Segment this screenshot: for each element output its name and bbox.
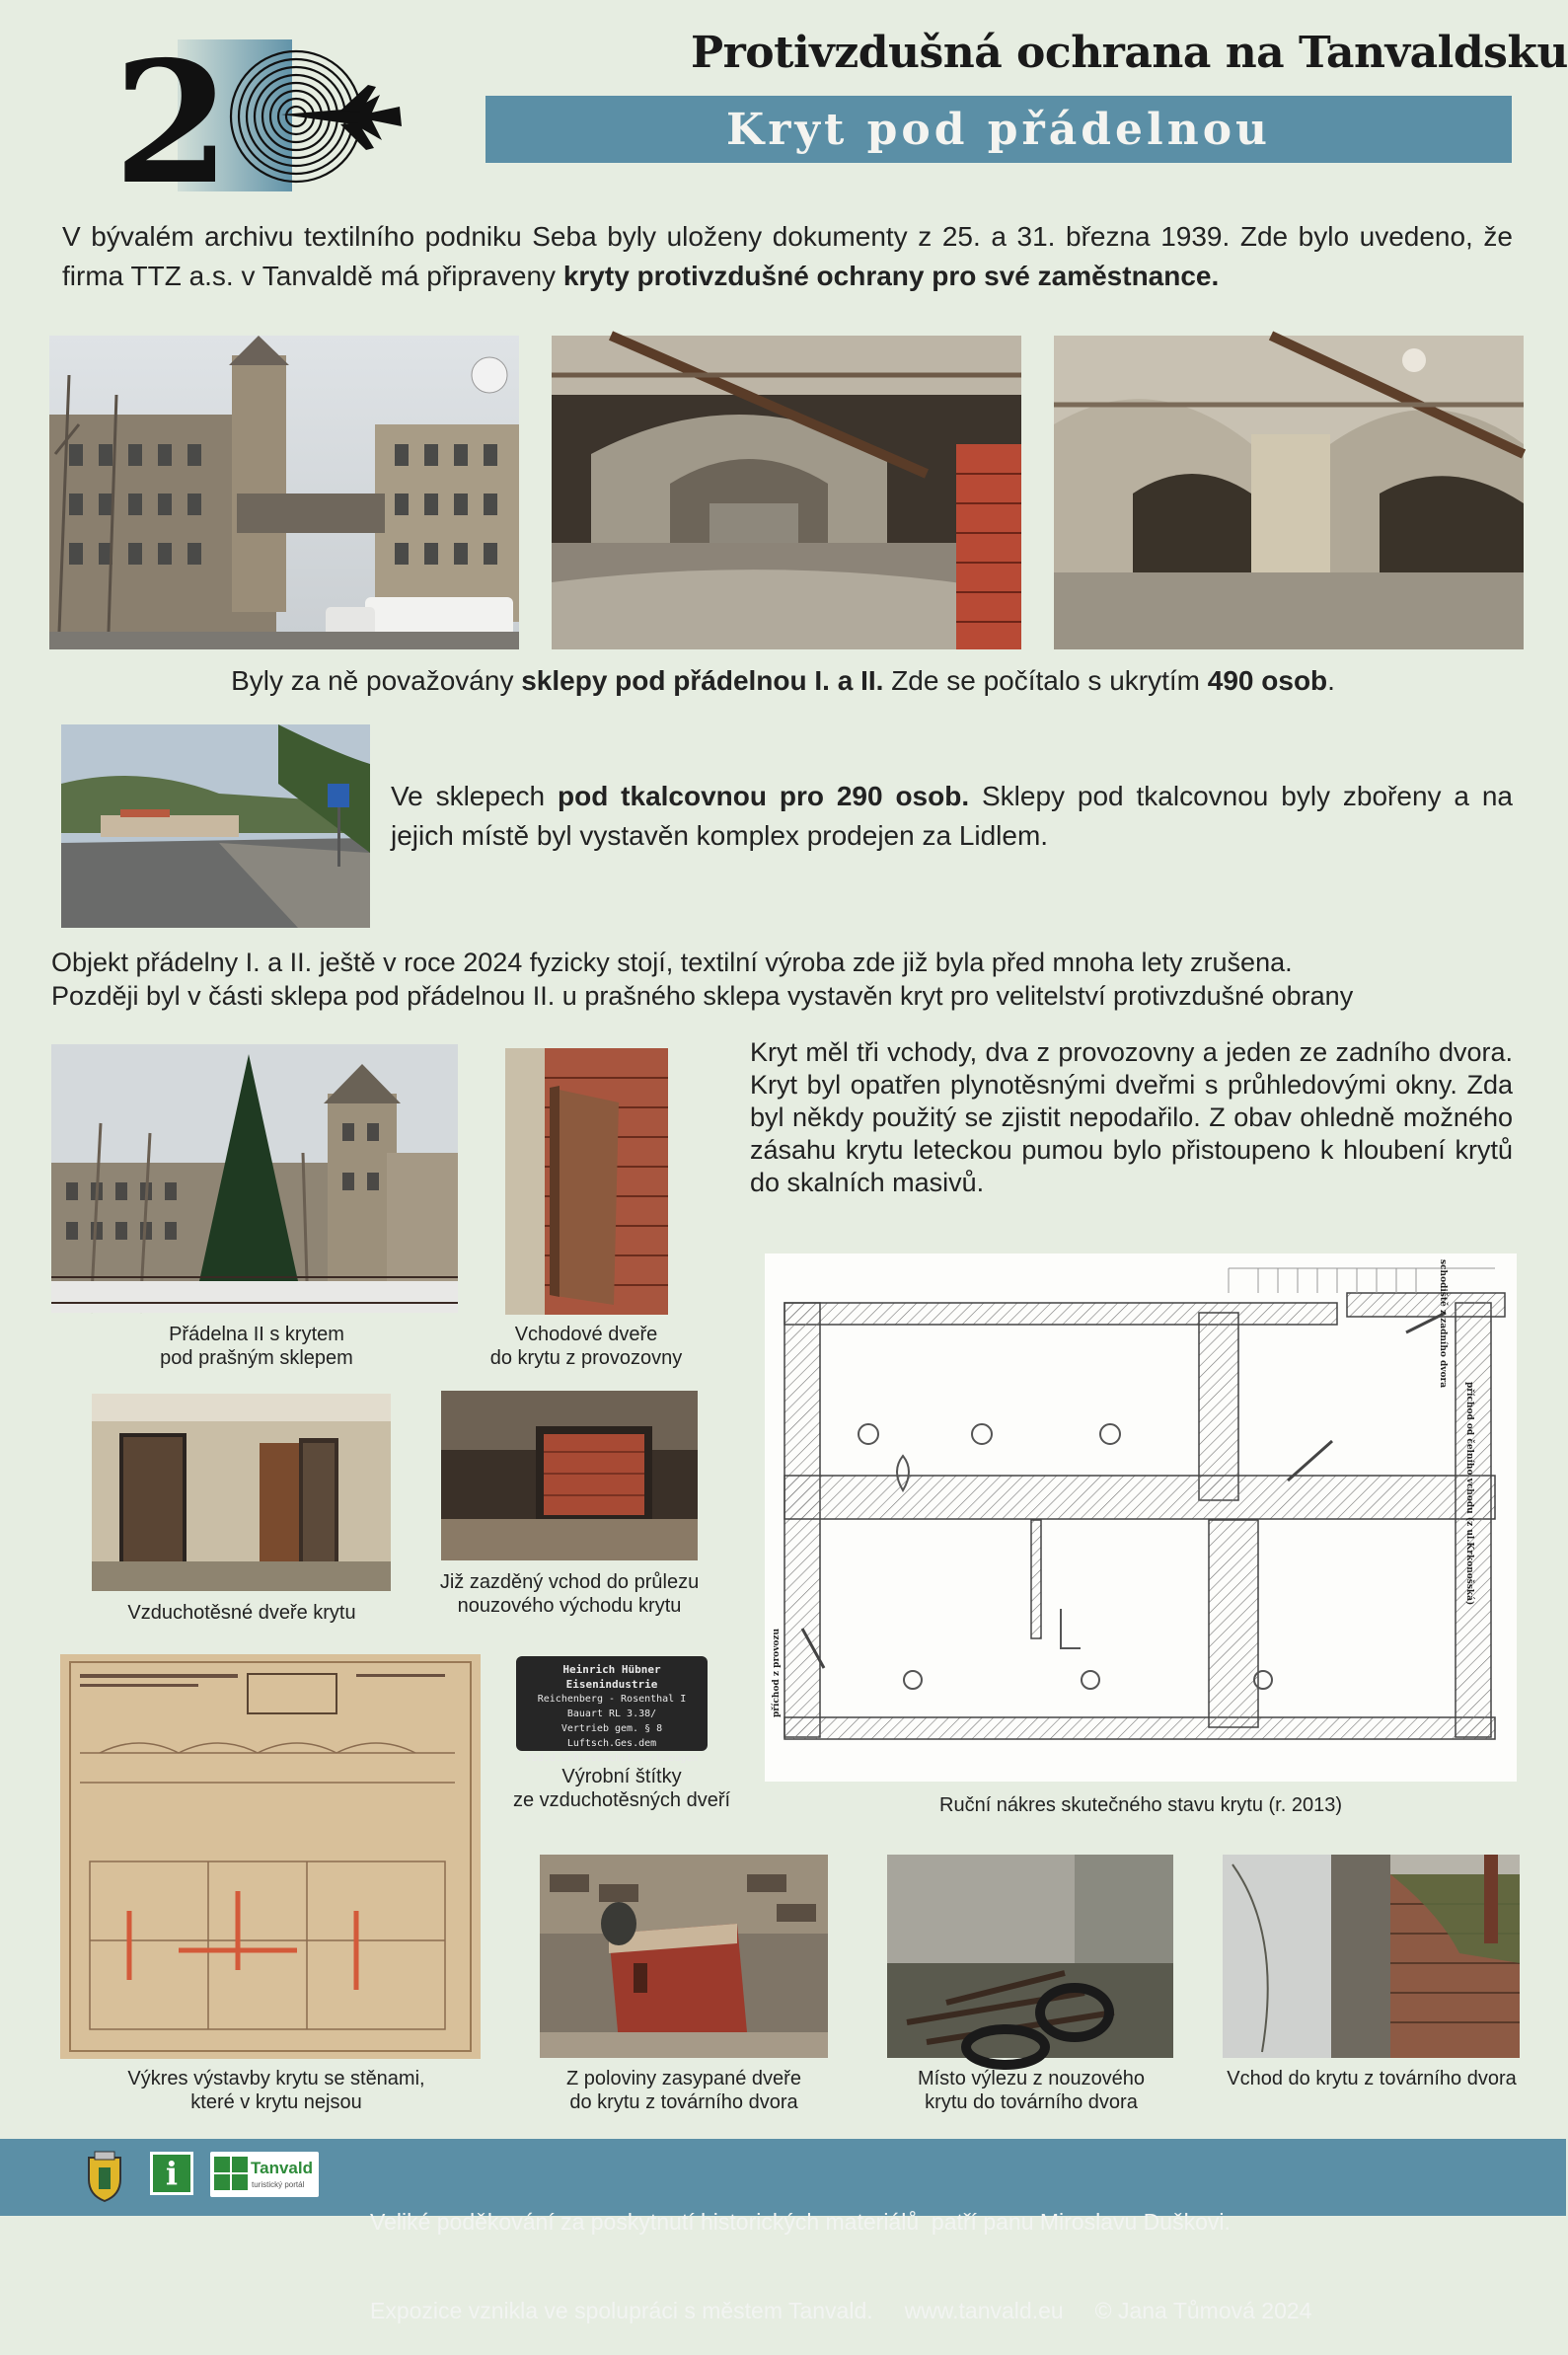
caption-nakres: Ruční nákres skutečného stavu krytu (r. 2013) — [939, 1794, 1342, 1816]
title-bar — [485, 96, 1512, 163]
caption-zasypane: Z poloviny zasypané dveře do krytu z továrního dvora — [566, 2068, 801, 2113]
photo-factory-buildings — [49, 336, 519, 649]
header-logo — [113, 25, 410, 222]
caption-vykres: Výkres výstavby krytu se stěnami, které v krytu nejsou — [127, 2068, 425, 2113]
photo-cellar-vaults-2 — [1054, 336, 1524, 649]
caption-zazdeny: Již zazděný vchod do průlezu nouzového východu krytu — [439, 1571, 700, 1617]
shelter-floor-plan — [765, 1253, 1517, 1782]
caption-vchod-dvora: Vchod do krytu z továrního dvora — [1227, 2068, 1517, 2089]
plan-label-left: příchod z provozu — [772, 1628, 782, 1717]
page-title: Kryt pod přádelnou — [725, 104, 1272, 155]
page-subtitle: Protivzdušná ochrana na Tanvaldsku — [691, 28, 1568, 78]
photo-airtight-doors — [92, 1394, 391, 1591]
tanvald-portal-logo — [210, 2152, 319, 2197]
row1-text: Byly za ně považovány sklepy pod přádelnou I. a II. Zde se počítalo s ukrytím 490 osob. — [231, 665, 1335, 696]
photo-cellar-vaults-1 — [552, 336, 1021, 649]
row2-text: Ve sklepech pod tkalcovnou pro 290 osob. Sklepy pod tkalcovnou byly zbořeny a na jejich místě byl vystavěn komplex prodejen za Lidlem. — [391, 781, 1514, 851]
caption-misto: Místo výlezu z nouzového krytu do továrního dvora — [917, 2068, 1146, 2113]
coat-of-arms-icon — [85, 2150, 124, 2203]
manufacturer-plate: Heinrich Hübner Eisenindustrie Reichenberg - Rosenthal I Bauart RL 3.38/ Vertrieb gem. § 8 Luftsch.Ges.dem Vbd.d.Schiessschutzwerkzeugen — [516, 1656, 708, 1751]
caption-vzduch: Vzduchotěsné dveře krytu — [127, 1602, 356, 1624]
photo-half-buried-door — [540, 1855, 828, 2058]
photo-construction-drawing — [60, 1654, 481, 2059]
photo-bricked-entry — [441, 1391, 698, 1560]
photo-street-lidl — [61, 724, 370, 928]
objekt-text: Objekt přádelny I. a II. ještě v roce 2024 fyzicky stojí, textilní výroba zde již byla před mnoha lety zrušena. Později byl v části sklepa pod přádelnou II. u prašného sklepa vystavěn kryt pro velitelství protivzdušné obrany — [51, 948, 1354, 1011]
caption-vchodove: Vchodové dveře do krytu z provozovny — [489, 1324, 683, 1369]
logo-number: 2 — [113, 25, 231, 222]
logo-text: Tanvald — [251, 2159, 313, 2177]
kryt-paragraph: Kryt měl tři vchody, dva z provozovny a jeden ze zadního dvora. Kryt byl opatřen plynotěsnými dveřmi s průhledovými okny. Zda byl někdy použitý se zjistit nepodařilo. Z obav ohledně možného zásahu krytu leteckou pumou bylo přistoupeno k hloubení krytů do skalních masivů. — [750, 1037, 1513, 1197]
plan-label-top-right: schodiště z zadního dvora — [1438, 1259, 1448, 1389]
caption-pradelna: Přádelna II s krytem pod prašným sklepem — [160, 1324, 353, 1369]
photo-factory-yard-entry — [1223, 1855, 1520, 2058]
photo-entry-door — [505, 1048, 668, 1315]
photo-emergency-exit — [887, 1855, 1173, 2058]
plan-label-right: příchod od čelního vchodu (z ul.Krkonošská) — [1464, 1382, 1474, 1606]
logo-subtext: turistický portál — [252, 2180, 305, 2189]
photo-pradelna-ii — [51, 1044, 458, 1313]
caption-vyrobni: Výrobní štítky ze vzduchotěsných dveří — [512, 1766, 731, 1811]
footer-text: Veliké poděkování za poskytnutí historických materiálů patří panu Miroslavu Duškovi. Expozice vznikla ve spolupráci s městem Tanvald. www.tanvald.eu © Jana Tůmová 2024 — [370, 2209, 1312, 2323]
info-icon: i — [150, 2152, 193, 2195]
intro-paragraph: V bývalém archivu textilního podniku Seba byly uloženy dokumenty z 25. a 31. března 1939. Zde bylo uvedeno, že firma TTZ a.s. v Tanvaldě má připraveny kryty protivzdušné ochrany pro své zaměstnance. — [62, 221, 1513, 291]
